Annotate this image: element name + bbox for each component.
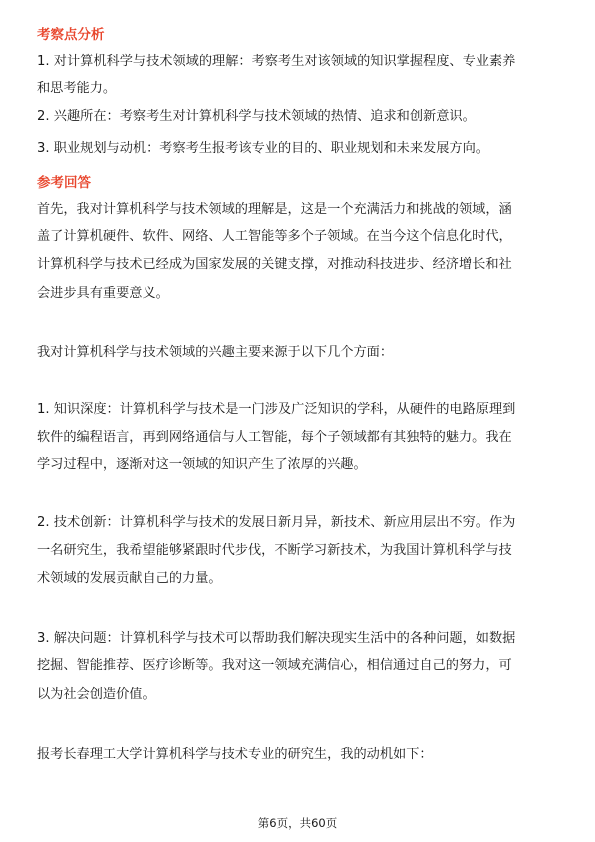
analysis-line: 3. 职业规划与动机：考察考生报考该专业的目的、职业规划和未来发展方向。 xyxy=(37,141,489,156)
answer-line: 3. 解决问题：计算机科学与技术可以帮助我们解决现实生活中的各种问题，如数据 xyxy=(37,631,516,646)
analysis-line: 2. 兴趣所在：考察考生对计算机科学与技术领域的热情、追求和创新意识。 xyxy=(37,109,476,124)
answer-line: 盖了计算机硬件、软件、网络、人工智能等多个子领域。在当今这个信息化时代， xyxy=(37,229,512,244)
answer-line: 首先，我对计算机科学与技术领域的理解是，这是一个充满活力和挑战的领域，涵 xyxy=(37,202,512,217)
answer-line: 软件的编程语言，再到网络通信与人工智能，每个子领域都有其独特的魅力。我在 xyxy=(37,430,512,445)
answer-line: 会进步具有重要意义。 xyxy=(37,286,169,301)
answer-line: 1. 知识深度：计算机科学与技术是一门涉及广泛知识的学科，从硬件的电路原理到 xyxy=(37,402,516,417)
section-heading-analysis: 考察点分析 xyxy=(37,27,105,43)
answer-line: 我对计算机科学与技术领域的兴趣主要来源于以下几个方面： xyxy=(37,345,394,360)
answer-line: 计算机科学与技术已经成为国家发展的关键支撑，对推动科技进步、经济增长和社 xyxy=(37,257,512,272)
answer-line: 术领域的发展贡献自己的力量。 xyxy=(37,571,222,586)
answer-line: 2. 技术创新：计算机科学与技术的发展日新月异，新技术、新应用层出不穷。作为 xyxy=(37,515,516,530)
answer-line: 报考长春理工大学计算机科学与技术专业的研究生，我的动机如下： xyxy=(37,747,433,762)
analysis-line: 和思考能力。 xyxy=(37,81,117,96)
page-number: 第6页，共60页 xyxy=(257,816,338,830)
section-heading-answer: 参考回答 xyxy=(37,175,91,191)
answer-line: 学习过程中，逐渐对这一领域的知识产生了浓厚的兴趣。 xyxy=(37,457,367,472)
analysis-line: 1. 对计算机科学与技术领域的理解：考察考生对该领域的知识掌握程度、专业素养 xyxy=(37,54,516,69)
answer-line: 以为社会创造价值。 xyxy=(37,687,156,702)
answer-line: 一名研究生，我希望能够紧跟时代步伐，不断学习新技术，为我国计算机科学与技 xyxy=(37,543,512,558)
answer-line: 挖掘、智能推荐、医疗诊断等。我对这一领域充满信心，相信通过自己的努力，可 xyxy=(37,658,512,673)
